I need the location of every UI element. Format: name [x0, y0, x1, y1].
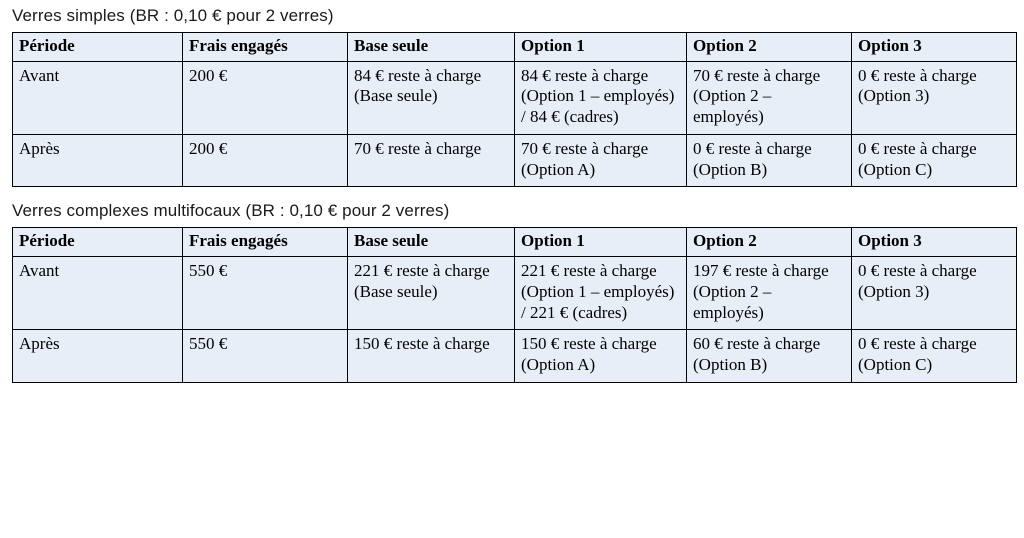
- column-header-base-seule: Base seule: [348, 33, 515, 62]
- table-header-row: [13, 33, 1017, 62]
- table-row: [13, 134, 1017, 186]
- column-header-periode: Période: [13, 33, 183, 62]
- table-verres-complexes-multifocaux: [12, 227, 1017, 382]
- table-row: [13, 257, 1017, 330]
- column-header-periode: Période: [13, 228, 183, 257]
- table-row: [13, 330, 1017, 382]
- cell-option-3: 0 € reste à charge (Option 3): [852, 61, 1017, 134]
- cell-periode: Avant: [13, 61, 183, 134]
- column-header-option-2: Option 2: [687, 33, 852, 62]
- cell-base-seule: 70 € reste à charge: [348, 134, 515, 186]
- section-title-verres-simples: Verres simples (BR : 0,10 € pour 2 verres): [12, 6, 334, 25]
- cell-option-1: 70 € reste à charge (Option A): [515, 134, 687, 186]
- cell-frais-engages: 200 €: [183, 134, 348, 186]
- cell-option-2: 60 € reste à charge (Option B): [687, 330, 852, 382]
- table-verres-simples: [12, 32, 1017, 187]
- cell-option-2: 70 € reste à charge (Option 2 – employés): [687, 61, 852, 134]
- column-header-option-3: Option 3: [852, 33, 1017, 62]
- cell-option-3: 0 € reste à charge (Option C): [852, 134, 1017, 186]
- column-header-option-3: Option 3: [852, 228, 1017, 257]
- cell-option-1: 84 € reste à charge (Option 1 – employés) / 84 € (cadres): [515, 61, 687, 134]
- cell-frais-engages: 550 €: [183, 330, 348, 382]
- cell-option-2: 0 € reste à charge (Option B): [687, 134, 852, 186]
- column-header-option-2: Option 2: [687, 228, 852, 257]
- column-header-option-1: Option 1: [515, 228, 687, 257]
- cell-option-1: 221 € reste à charge (Option 1 – employés) / 221 € (cadres): [515, 257, 687, 330]
- cell-option-3: 0 € reste à charge (Option 3): [852, 257, 1017, 330]
- column-header-base-seule: Base seule: [348, 228, 515, 257]
- column-header-frais-engages: Frais engagés: [183, 228, 348, 257]
- table-row: [13, 61, 1017, 134]
- table-header-row: [13, 228, 1017, 257]
- cell-frais-engages: 550 €: [183, 257, 348, 330]
- cell-periode: Avant: [13, 257, 183, 330]
- cell-option-2: 197 € reste à charge (Option 2 – employés): [687, 257, 852, 330]
- column-header-option-1: Option 1: [515, 33, 687, 62]
- column-header-frais-engages: Frais engagés: [183, 33, 348, 62]
- section-title-verres-complexes: Verres complexes multifocaux (BR : 0,10 € pour 2 verres): [12, 201, 450, 221]
- cell-base-seule: 221 € reste à charge (Base seule): [348, 257, 515, 330]
- cell-option-3: 0 € reste à charge (Option C): [852, 330, 1017, 382]
- cell-option-1: 150 € reste à charge (Option A): [515, 330, 687, 382]
- cell-base-seule: 150 € reste à charge: [348, 330, 515, 382]
- cell-frais-engages: 200 €: [183, 61, 348, 134]
- cell-base-seule: 84 € reste à charge (Base seule): [348, 61, 515, 134]
- cell-periode: Après: [13, 134, 183, 186]
- cell-periode: Après: [13, 330, 183, 382]
